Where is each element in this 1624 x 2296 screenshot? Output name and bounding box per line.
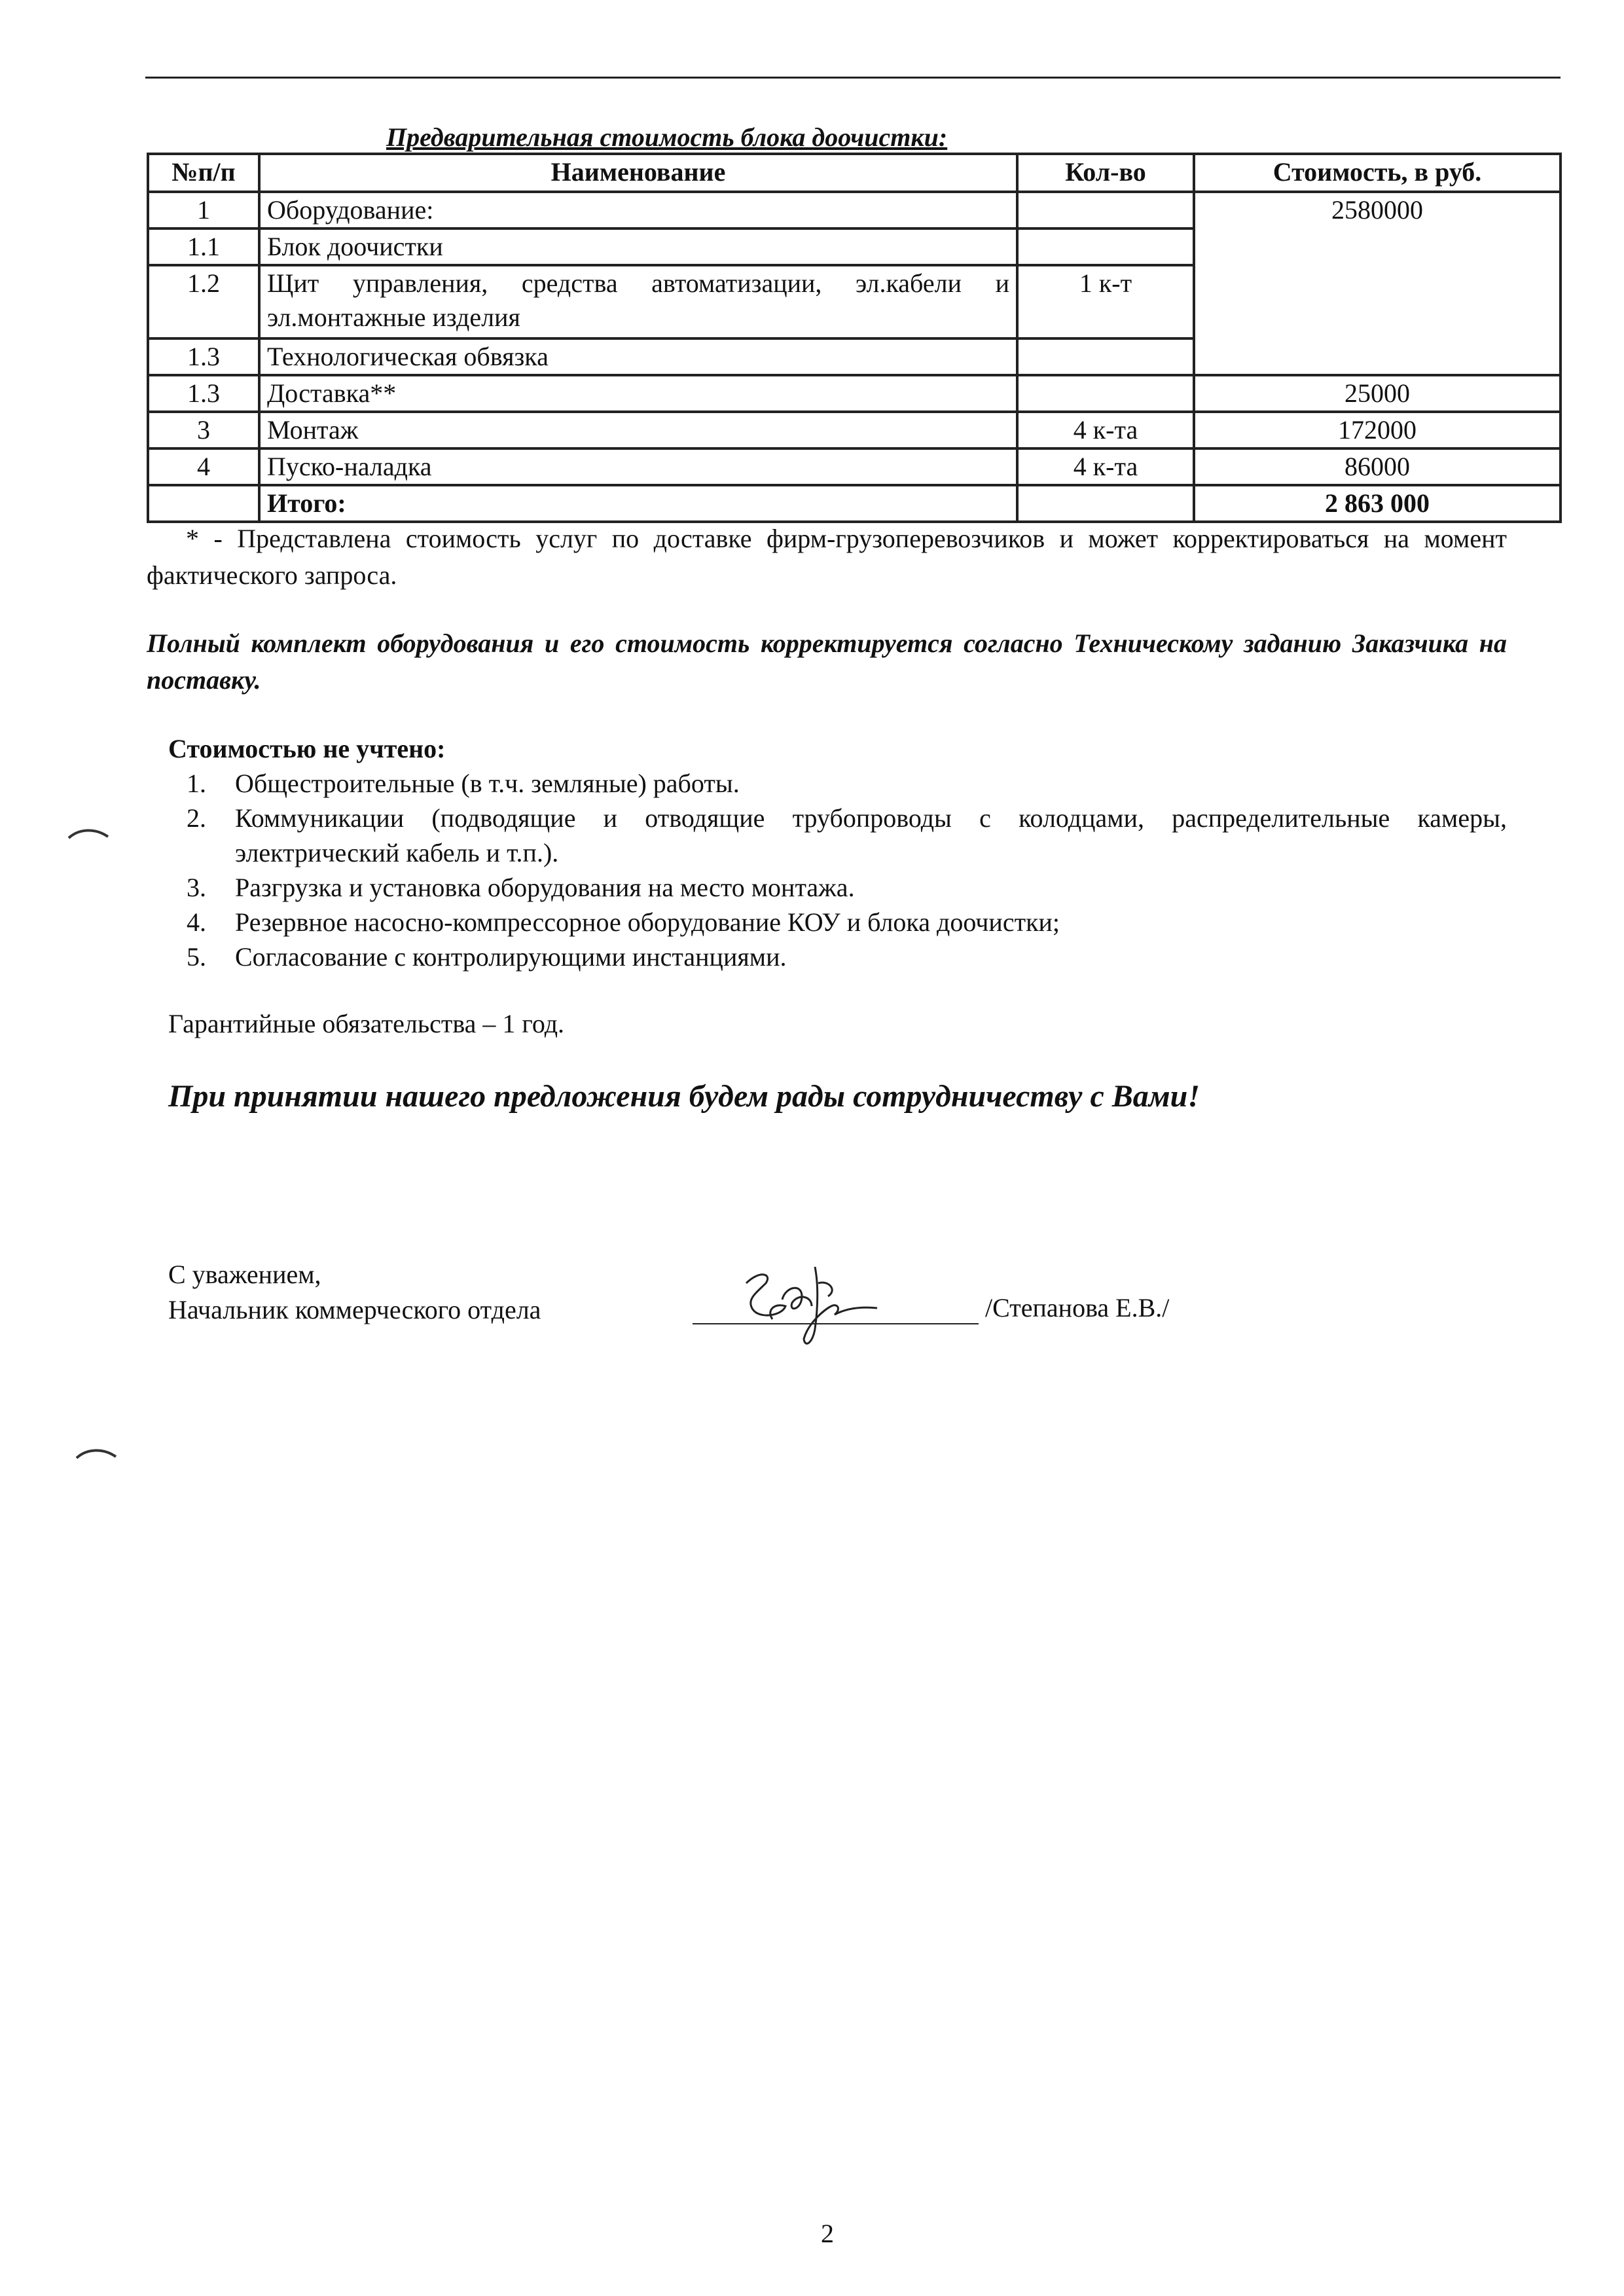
delivery-footnote [147,520,1507,594]
scan-mark [73,1444,119,1463]
list-item-number: 3. [187,873,206,902]
table-row [148,375,1561,412]
list-item-text: Согласование с контролирующими инстанциями. [235,942,787,972]
list-item-text: Общестроительные (в т.ч. земляные) работы. [235,769,740,798]
equipment-cost-cell: 2580000 [1194,192,1561,375]
row-cost: 86000 [1194,448,1561,485]
not-included-list [168,766,1507,974]
list-item [168,939,1507,974]
table-header-row [148,154,1561,192]
total-qty [1017,485,1194,522]
header-qty: Кол-во [1017,154,1194,192]
row-no: 1.2 [148,265,259,338]
row-qty [1017,338,1194,375]
signer-name: /Степанова Е.В./ [985,1293,1170,1322]
row-qty [1017,192,1194,228]
row-name: Оборудование: [259,192,1017,228]
not-included-title: Стоимостью не учтено: [168,734,446,763]
row-qty: 4 к-та [1017,448,1194,485]
footnote-text: Представлена стоимость услуг по доставке фирм-грузоперевозчиков и может корректироваться на момент фактического запроса. [147,524,1507,590]
list-item [168,766,1507,801]
list-item-text: Коммуникации (подводящие и отводящие трубопроводы с колодцами, распределительные камеры, электрический кабель и т.п.). [235,803,1507,867]
header-no: №п/п [148,154,259,192]
row-name: Технологическая обвязка [259,338,1017,375]
table-row [148,412,1561,448]
row-cost: 25000 [1194,375,1561,412]
table-row [148,192,1561,228]
row-no: 4 [148,448,259,485]
row-qty: 1 к-т [1017,265,1194,338]
header-name: Наименование [259,154,1017,192]
row-no: 3 [148,412,259,448]
warranty-text: Гарантийные обязательства – 1 год. [168,1009,565,1038]
list-item-text: Разгрузка и установка оборудования на место монтажа. [235,873,855,902]
page-number: 2 [821,2219,834,2248]
scan-mark [65,824,111,843]
row-no: 1.3 [148,375,259,412]
row-qty [1017,228,1194,265]
row-name: Блок доочистки [259,228,1017,265]
footnote-marker: * - [186,524,223,553]
total-label: Итого: [259,485,1017,522]
table-title: Предварительная стоимость блока доочистки: [386,122,948,152]
list-item [168,905,1507,939]
total-cost: 2 863 000 [1194,485,1561,522]
total-no [148,485,259,522]
row-name: Монтаж [259,412,1017,448]
list-item [168,870,1507,905]
table-row [148,448,1561,485]
table-total-row [148,485,1561,522]
top-rule [145,77,1561,79]
row-no: 1.3 [148,338,259,375]
list-item-text: Резервное насосно-компрессорное оборудование КОУ и блока доочистки; [235,907,1060,937]
row-name: Доставка** [259,375,1017,412]
correction-note: Полный комплект оборудования и его стоимость корректируется согласно Техническому заданию Заказчика на поставку. [147,629,1507,695]
cost-table [147,153,1562,523]
list-item-number: 2. [187,803,206,833]
header-cost: Стоимость, в руб. [1194,154,1561,192]
row-cost: 172000 [1194,412,1561,448]
closing-text: При принятии нашего предложения будем рады сотрудничеству с Вами! [168,1079,1200,1114]
row-no: 1.1 [148,228,259,265]
list-item-number: 5. [187,942,206,972]
list-item-number: 1. [187,769,206,798]
row-name: Щит управления, средства автоматизации, эл.кабели и эл.монтажные изделия [259,265,1017,338]
list-item-number: 4. [187,907,206,937]
signature-line [693,1323,979,1324]
regards-text: С уважением, [168,1260,321,1289]
row-qty [1017,375,1194,412]
row-name: Пуско-наладка [259,448,1017,485]
handwritten-signature [720,1244,916,1349]
regards-block [168,1257,541,1328]
list-item [168,801,1507,870]
row-no: 1 [148,192,259,228]
row-qty: 4 к-та [1017,412,1194,448]
signer-position: Начальник коммерческого отдела [168,1295,541,1324]
